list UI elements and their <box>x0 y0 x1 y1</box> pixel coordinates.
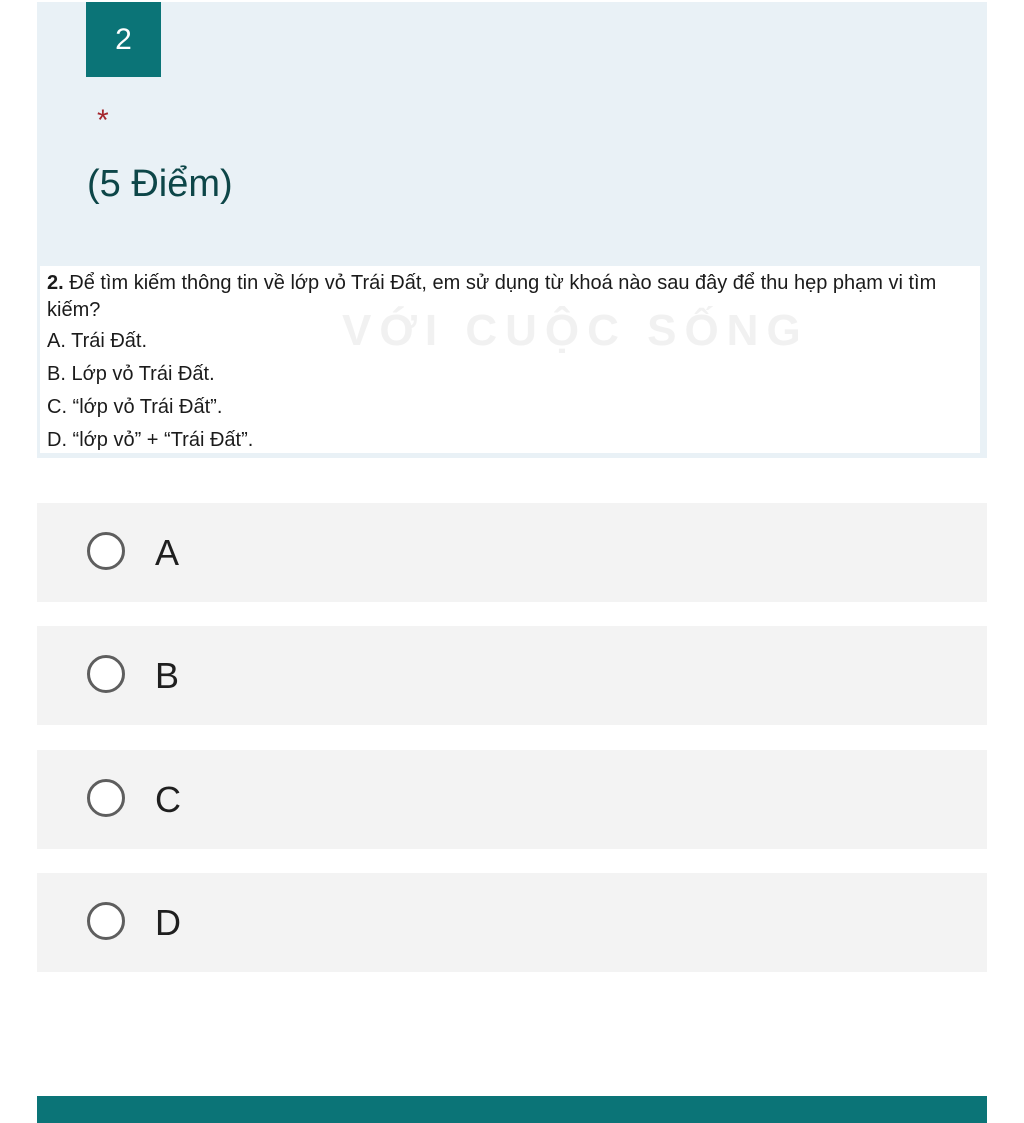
radio-button-d[interactable] <box>87 902 125 940</box>
choice-label-a: A <box>155 532 180 573</box>
question-text <box>47 270 975 324</box>
question-option-b: B. Lớp vỏ Trái Đất. <box>47 363 215 385</box>
next-question-bar <box>37 1096 987 1123</box>
question-card <box>37 2 987 458</box>
choice-b[interactable] <box>37 626 987 725</box>
question-image <box>40 266 980 453</box>
choice-c[interactable] <box>37 750 987 849</box>
choice-a[interactable] <box>37 503 987 602</box>
radio-button-b[interactable] <box>87 655 125 693</box>
choice-label-c: C <box>155 779 181 820</box>
question-text-body: Để tìm kiếm thông tin về lớp vỏ Trái Đất, em sử dụng từ khoá nào sau đây để thu hẹp phạm vi tìm kiếm? <box>47 272 937 321</box>
choice-label-b: B <box>155 655 180 696</box>
radio-button-c[interactable] <box>87 779 125 817</box>
required-indicator: * <box>97 104 109 137</box>
watermark: VỚI CUỘC SỐNG <box>342 306 809 355</box>
question-option-a: A. Trái Đất. <box>47 330 148 352</box>
radio-button-a[interactable] <box>87 532 125 570</box>
choice-label-d: D <box>155 902 181 943</box>
question-text-number: 2. <box>47 272 64 294</box>
question-points: (5 Điểm) <box>87 163 233 205</box>
choice-d[interactable] <box>37 873 987 972</box>
question-option-d: D. “lớp vỏ” + “Trái Đất”. <box>47 429 254 451</box>
question-option-c: C. “lớp vỏ Trái Đất”. <box>47 396 223 418</box>
question-number-badge: 2 <box>86 2 161 77</box>
